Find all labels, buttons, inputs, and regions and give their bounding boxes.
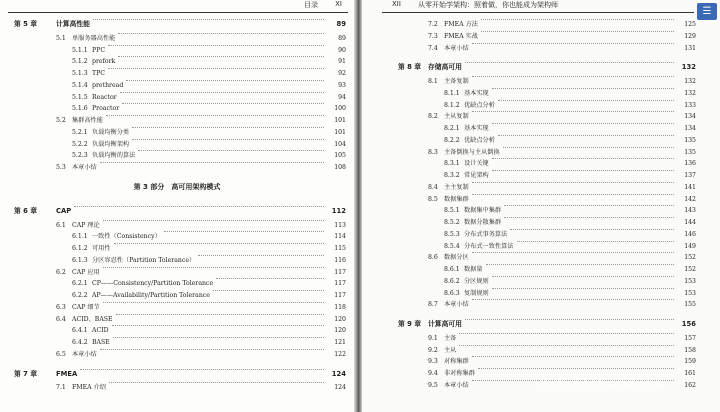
toc-title: 本章小结 <box>444 44 469 52</box>
dot-leader <box>498 135 674 136</box>
toc-title: 分布式一致性算法 <box>464 242 514 250</box>
toc-number: 5.1.4 <box>72 81 88 89</box>
dot-leader <box>106 115 324 116</box>
dot-leader <box>132 127 324 128</box>
toc-entry-chapter[interactable] <box>362 319 720 330</box>
toc-number: 8.6 <box>428 254 438 262</box>
toc-number: 5.2.2 <box>72 140 88 148</box>
toc-title: 基本实现 <box>464 125 489 132</box>
dot-leader <box>100 162 324 163</box>
toc-title: 非对称集群 <box>444 370 475 377</box>
toc-number: 5.2.3 <box>72 152 88 160</box>
toc-number: 第 9 章 <box>398 320 422 328</box>
toc-number: 6.1.2 <box>72 245 88 252</box>
toc-entry-sub[interactable] <box>0 80 354 91</box>
toc-number: 6.1.1 <box>72 233 88 241</box>
toc-page-number: 104 <box>334 140 346 148</box>
toc-title: 本章小结 <box>444 301 469 309</box>
toc-page-number: 135 <box>684 148 696 156</box>
part-heading: 第 3 部分 高可用架构模式 <box>133 182 221 191</box>
dot-leader <box>122 103 324 104</box>
toc-page-number: 124 <box>334 384 346 392</box>
toc-entry-sub[interactable] <box>362 158 720 169</box>
header-rule <box>382 12 694 13</box>
dot-leader <box>126 80 324 81</box>
toc-title: 负载均衡分类 <box>92 128 130 136</box>
toc-number: 8.2.1 <box>444 125 460 132</box>
toc-page-number: 149 <box>684 242 696 250</box>
toc-page-number: 93 <box>338 81 346 89</box>
running-head-page: XI <box>335 0 342 8</box>
toc-title: 数据集中集群 <box>464 207 502 215</box>
left-page <box>0 0 354 412</box>
dot-leader <box>465 319 674 320</box>
dot-leader <box>486 264 674 265</box>
toc-page-number: 92 <box>338 70 346 77</box>
toc-number: 8.3.2 <box>444 172 460 179</box>
toc-number: 5.1.6 <box>72 105 88 113</box>
dot-leader <box>108 68 324 69</box>
dot-leader <box>80 369 324 370</box>
toc-number: 8.3.1 <box>444 160 460 168</box>
toc-page-number: 120 <box>334 327 346 335</box>
toc-title: FMEA 介绍 <box>72 384 106 392</box>
toc-page-number: 134 <box>684 113 696 121</box>
dot-leader <box>472 43 674 44</box>
running-head-page: XII <box>392 0 401 8</box>
toc-page-number: 153 <box>684 289 696 297</box>
dot-leader <box>113 337 324 338</box>
toc-number: 7.2 <box>428 21 438 28</box>
dot-leader <box>116 314 324 315</box>
toc-entry-section[interactable] <box>362 147 720 158</box>
toc-entry-chapter[interactable] <box>362 62 720 73</box>
toc-title: 对称集群 <box>444 358 469 366</box>
toc-entry-sub[interactable] <box>0 290 354 301</box>
toc-title: 负载均衡架构 <box>92 140 130 148</box>
dot-leader <box>109 382 324 383</box>
toc-page-number: 100 <box>334 105 346 113</box>
toc-entry-sub[interactable] <box>362 123 720 134</box>
toc-page-number: 121 <box>334 339 346 346</box>
toc-entry-sub[interactable] <box>362 205 720 216</box>
toc-title: FMEA 方法 <box>444 21 478 28</box>
book-gutter <box>354 0 362 412</box>
toc-title: 分布式事务算法 <box>464 230 508 238</box>
toc-title: 本章小结 <box>72 350 97 358</box>
toc-title: 主备复制 <box>444 78 469 85</box>
bookmark-icon[interactable]: ☰ <box>697 3 717 20</box>
dot-leader <box>472 111 674 112</box>
toc-number: 8.6.2 <box>444 277 460 285</box>
toc-title: prethread <box>92 81 124 89</box>
toc-number: 5.1.2 <box>72 58 88 66</box>
toc-entry-section[interactable] <box>362 194 720 205</box>
toc-page-number: 137 <box>684 172 696 179</box>
toc-page-number: 142 <box>684 195 696 203</box>
dot-leader <box>103 220 324 221</box>
toc-entry-sub[interactable] <box>362 276 720 287</box>
toc-page-number: 131 <box>684 44 696 52</box>
toc-entry-sub[interactable] <box>362 288 720 299</box>
toc-entry-section[interactable] <box>362 19 720 30</box>
toc-entry-section[interactable] <box>362 252 720 263</box>
toc-page-number: 89 <box>338 34 346 42</box>
toc-entry-sub[interactable] <box>362 100 720 111</box>
toc-entry-section[interactable] <box>362 299 720 310</box>
toc-entry-section[interactable] <box>362 345 720 356</box>
toc-entry-section[interactable] <box>362 31 720 42</box>
toc-page-number: 161 <box>684 370 696 377</box>
toc-number: 8.7 <box>428 301 438 309</box>
dot-leader <box>481 19 674 20</box>
toc-title: FMEA 实战 <box>444 32 478 40</box>
dot-leader <box>498 100 674 101</box>
toc-number: 6.4.2 <box>72 339 88 346</box>
toc-number: 8.5 <box>428 195 438 203</box>
toc-page-number: 144 <box>684 219 696 226</box>
toc-entry-section[interactable] <box>0 302 354 313</box>
toc-title: Proactor <box>92 105 120 113</box>
toc-page-number: 153 <box>684 277 696 285</box>
toc-entry-section[interactable] <box>362 76 720 87</box>
toc-number: 9.5 <box>428 381 438 389</box>
toc-page-number: 116 <box>334 256 346 264</box>
dot-leader <box>492 88 674 89</box>
dot-leader <box>472 356 674 357</box>
toc-page-number: 125 <box>684 21 696 28</box>
toc-number: 8.1.1 <box>444 89 460 97</box>
toc-number: 6.1 <box>56 221 66 229</box>
toc-entry-sub[interactable] <box>0 139 354 150</box>
toc-page-number: 120 <box>334 315 346 323</box>
toc-number: 8.2 <box>428 113 438 121</box>
toc-title: CAP 应用 <box>72 268 100 276</box>
toc-title: 本章小结 <box>444 381 469 389</box>
toc-page-number: 94 <box>338 93 346 101</box>
toc-number: 8.5.2 <box>444 219 460 226</box>
toc-page-number: 117 <box>334 292 346 299</box>
dot-leader <box>120 92 324 93</box>
toc-number: 8.1.2 <box>444 101 460 109</box>
toc-number: 6.5 <box>56 350 66 358</box>
toc-title: CAP 理论 <box>72 221 100 229</box>
toc-entry-section[interactable] <box>0 349 354 360</box>
toc-title: Reactor <box>92 93 117 101</box>
toc-number: 6.1.3 <box>72 256 88 264</box>
toc-entry-sub[interactable] <box>0 231 354 242</box>
toc-page-number: 136 <box>684 160 696 168</box>
dot-leader <box>472 182 674 183</box>
toc-title: PPC <box>92 46 106 54</box>
toc-page-number: 108 <box>334 164 346 171</box>
toc-entry-sub[interactable] <box>362 135 720 146</box>
toc-title: 存储高可用 <box>428 63 462 72</box>
toc-title: 主从 <box>444 346 457 354</box>
toc-entry-section[interactable] <box>0 162 354 173</box>
dot-leader <box>459 345 674 346</box>
toc-page-number: 162 <box>684 381 696 389</box>
dot-leader <box>93 19 324 20</box>
toc-number: 第 7 章 <box>14 369 38 378</box>
toc-title: 主备 <box>444 334 457 342</box>
toc-page-number: 158 <box>684 346 696 354</box>
toc-entry-sub[interactable] <box>0 243 354 254</box>
toc-entry-section[interactable] <box>362 43 720 54</box>
toc-entry-sub[interactable] <box>0 337 354 348</box>
toc-number: 第 5 章 <box>14 20 38 28</box>
dot-leader <box>510 229 674 230</box>
toc-title: TPC <box>92 70 106 77</box>
toc-number: 5.2 <box>56 117 66 124</box>
toc-number: 9.3 <box>428 358 438 366</box>
toc-number: 8.6.3 <box>444 289 460 297</box>
dot-leader <box>503 147 674 148</box>
dot-leader <box>478 368 674 369</box>
toc-title: 优缺点分析 <box>464 136 495 144</box>
toc-page-number: 146 <box>684 230 696 238</box>
toc-title: 主主复制 <box>444 183 469 191</box>
toc-number: 第 8 章 <box>398 63 422 72</box>
toc-number: 9.2 <box>428 346 438 354</box>
toc-page-number: 159 <box>684 358 696 366</box>
toc-number: 5.1.5 <box>72 93 88 101</box>
toc-page-number: 132 <box>681 63 696 72</box>
toc-page-number: 117 <box>334 268 346 276</box>
toc-page-number: 133 <box>684 101 696 109</box>
right-page <box>362 0 720 412</box>
dot-leader <box>492 158 674 159</box>
toc-page-number: 101 <box>334 117 346 124</box>
toc-entry-sub[interactable] <box>362 217 720 228</box>
toc-title: 数据分区 <box>444 254 469 262</box>
toc-title: 复制规则 <box>464 289 489 297</box>
toc-title: ACID、BASE <box>72 315 113 323</box>
toc-number: 6.3 <box>56 303 66 311</box>
dot-leader <box>492 170 674 171</box>
running-head-book-title: 从零开始学架构：照着做，你也能成为架构师 <box>418 1 558 9</box>
toc-entry-section[interactable] <box>0 382 354 393</box>
toc-title: 数据集群 <box>444 195 469 203</box>
toc-title: 单服务器高性能 <box>72 34 116 42</box>
toc-page-number: 101 <box>334 128 346 136</box>
watermark: 知乎 @chenzixia <box>537 375 665 393</box>
toc-title: CAP <box>56 206 72 215</box>
toc-entry-sub[interactable] <box>0 45 354 56</box>
toc-page-number: 132 <box>684 89 696 97</box>
toc-entry-sub[interactable] <box>0 150 354 161</box>
toc-number: 8.6.1 <box>444 266 460 273</box>
dot-leader <box>492 276 674 277</box>
toc-entry-sub[interactable] <box>0 127 354 138</box>
header-rule <box>8 12 348 13</box>
dot-leader <box>472 194 674 195</box>
dot-leader <box>472 252 674 253</box>
toc-entry-chapter[interactable] <box>0 206 354 217</box>
dot-leader <box>216 278 324 279</box>
toc-entry-sub[interactable] <box>362 88 720 99</box>
toc-entry-sub[interactable] <box>362 229 720 240</box>
toc-title: 常见架构 <box>464 172 489 179</box>
toc-entry-sub[interactable] <box>0 278 354 289</box>
toc-number: 8.3 <box>428 148 438 156</box>
toc-number: 9.1 <box>428 334 438 342</box>
toc-page-number: 118 <box>334 303 346 311</box>
toc-page-number: 122 <box>334 350 346 358</box>
toc-title: 设计关键 <box>464 160 489 168</box>
dot-leader <box>112 325 324 326</box>
toc-title: CAP 细节 <box>72 303 100 311</box>
toc-number: 8.1 <box>428 78 438 85</box>
toc-page-number: 105 <box>334 152 346 160</box>
toc-number: 8.4 <box>428 183 438 191</box>
dot-leader <box>459 333 674 334</box>
toc-number: 6.2 <box>56 268 66 276</box>
running-head-section: 目录 <box>304 1 318 9</box>
toc-number: 7.4 <box>428 44 438 52</box>
toc-entry-section[interactable] <box>362 356 720 367</box>
toc-number: 5.1 <box>56 34 66 42</box>
toc-title: 负载均衡的算法 <box>92 152 136 160</box>
toc-page-number: 134 <box>684 125 696 132</box>
toc-entry-chapter[interactable] <box>0 369 354 380</box>
dot-leader <box>492 123 674 124</box>
dot-leader <box>472 76 674 77</box>
dot-leader <box>108 45 324 46</box>
toc-entry-sub[interactable] <box>0 255 354 266</box>
toc-title: 分区容忍性（Partition Tolerance） <box>92 256 196 264</box>
toc-title: 集群高性能 <box>72 117 103 124</box>
toc-number: 6.4.1 <box>72 327 88 335</box>
toc-entry-section[interactable] <box>0 314 354 325</box>
toc-entry-section[interactable] <box>0 115 354 126</box>
dot-leader <box>103 302 324 303</box>
dot-leader <box>74 206 324 207</box>
dot-leader <box>465 62 674 63</box>
toc-page-number: 113 <box>334 221 346 229</box>
toc-number: 5.2.1 <box>72 128 88 136</box>
toc-number: 第 6 章 <box>14 206 38 215</box>
dot-leader <box>504 217 674 218</box>
toc-page-number: 112 <box>331 206 346 215</box>
dot-leader <box>481 31 674 32</box>
toc-entry-sub[interactable] <box>0 92 354 103</box>
toc-entry-section[interactable] <box>0 33 354 44</box>
dot-leader <box>118 56 324 57</box>
toc-number: 7.3 <box>428 32 438 40</box>
toc-entry-sub[interactable] <box>362 264 720 275</box>
dot-leader <box>472 299 674 300</box>
dot-leader <box>118 33 324 34</box>
toc-entry-chapter[interactable] <box>0 19 354 30</box>
toc-title: 计算高可用 <box>428 320 462 328</box>
toc-page-number: 157 <box>684 334 696 342</box>
toc-title: CP——Consistency/Partition Tolerance <box>92 280 214 288</box>
toc-title: 一致性（Consistency） <box>92 233 161 241</box>
dot-leader <box>103 267 324 268</box>
toc-entry-section[interactable] <box>362 111 720 122</box>
toc-page-number: 115 <box>334 245 346 252</box>
toc-number: 6.2.2 <box>72 292 88 299</box>
toc-number: 5.1.1 <box>72 46 88 54</box>
dot-leader <box>504 205 674 206</box>
toc-page-number: 152 <box>684 254 696 262</box>
toc-page-number: 114 <box>334 233 346 241</box>
toc-title: 基本实现 <box>464 89 489 97</box>
dot-leader <box>213 290 324 291</box>
toc-title: 本章小结 <box>72 164 97 171</box>
toc-number: 7.1 <box>56 384 66 392</box>
toc-page-number: 89 <box>336 20 346 28</box>
toc-entry-section[interactable] <box>362 182 720 193</box>
toc-number: 6.2.1 <box>72 280 88 288</box>
toc-title: 分区规则 <box>464 277 489 285</box>
dot-leader <box>198 255 324 256</box>
toc-page-number: 141 <box>684 183 696 191</box>
toc-title: 优缺点分析 <box>464 101 495 109</box>
toc-page-number: 155 <box>684 301 696 309</box>
toc-title: prefork <box>92 58 116 66</box>
toc-number: 5.3 <box>56 164 66 171</box>
toc-entry-sub[interactable] <box>0 325 354 336</box>
toc-number: 8.5.3 <box>444 230 460 238</box>
dot-leader <box>138 150 324 151</box>
toc-page-number: 143 <box>684 207 696 215</box>
toc-page-number: 124 <box>331 369 346 378</box>
dot-leader <box>132 139 324 140</box>
toc-number: 8.5.1 <box>444 207 460 215</box>
dot-leader <box>164 231 324 232</box>
toc-page-number: 135 <box>684 136 696 144</box>
toc-entry-section[interactable] <box>362 333 720 344</box>
toc-entry-sub[interactable] <box>362 241 720 252</box>
toc-number: 5.1.3 <box>72 70 88 77</box>
toc-title: 主备倒换与主从倒换 <box>444 148 500 156</box>
toc-title: 主从复制 <box>444 113 469 121</box>
toc-entry-section[interactable] <box>0 267 354 278</box>
toc-entry-sub[interactable] <box>0 68 354 79</box>
toc-page-number: 91 <box>338 58 346 66</box>
toc-number: 8.2.2 <box>444 136 460 144</box>
toc-number: 9.4 <box>428 370 438 377</box>
toc-page-number: 152 <box>684 266 696 273</box>
toc-entry-sub[interactable] <box>362 170 720 181</box>
toc-title: ACID <box>92 327 109 335</box>
toc-title: BASE <box>92 339 110 346</box>
dot-leader <box>492 288 674 289</box>
dot-leader <box>517 241 675 242</box>
toc-number: 8.5.4 <box>444 242 460 250</box>
toc-title: 数据量 <box>464 266 483 273</box>
toc-entry-sub[interactable] <box>0 56 354 67</box>
toc-page-number: 132 <box>684 78 696 85</box>
dot-leader <box>100 349 324 350</box>
toc-page-number: 117 <box>334 280 346 288</box>
toc-title: AP——Availability/Partition Tolerance <box>92 292 210 299</box>
toc-page-number: 129 <box>684 32 696 40</box>
toc-number: 6.4 <box>56 315 66 323</box>
toc-page-number: 156 <box>681 320 696 328</box>
dot-leader <box>114 243 324 244</box>
toc-title: 可用性 <box>92 245 111 252</box>
toc-page-number: 90 <box>338 46 346 54</box>
toc-title: FMEA <box>56 369 78 378</box>
toc-title: 计算高性能 <box>56 20 90 28</box>
toc-title: 数据分散集群 <box>464 219 502 226</box>
toc-entry-sub[interactable] <box>0 103 354 114</box>
toc-entry-section[interactable] <box>0 220 354 231</box>
